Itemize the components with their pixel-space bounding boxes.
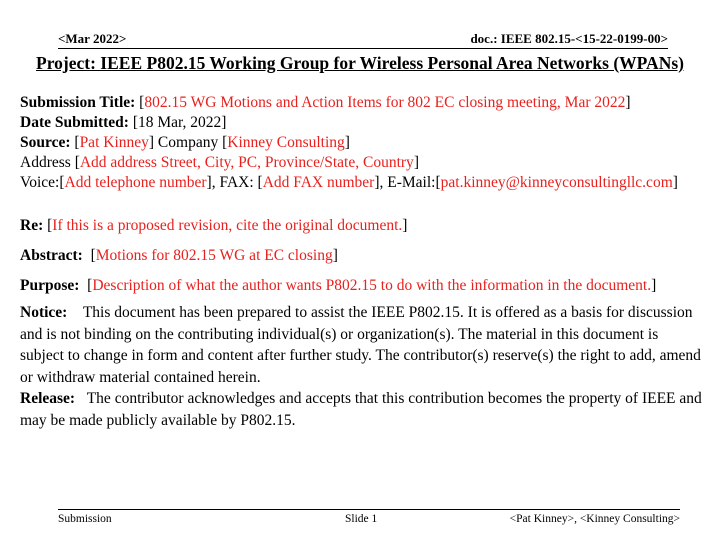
company-value: Kinney Consulting xyxy=(227,134,345,151)
submission-title-label: Submission Title: xyxy=(20,94,136,111)
project-title: Project: IEEE P802.15 Working Group for Wireless Personal Area Networks (WPANs) xyxy=(36,53,684,73)
re-value: If this is a proposed revision, cite the original document. xyxy=(52,217,403,234)
purpose-block: Purpose: [Description of what the author wants P802.15 to do with the information in the document.] xyxy=(20,277,657,294)
purpose-label: Purpose: xyxy=(20,277,80,294)
address-label: Address xyxy=(20,154,71,171)
notice-block xyxy=(20,302,706,431)
abstract-block: Abstract: [Motions for 802.15 WG at EC closing] xyxy=(20,247,338,264)
date-submitted-label: Date Submitted: xyxy=(20,114,129,131)
footer-author: <Pat Kinney>, <Kinney Consulting> xyxy=(509,513,680,525)
abstract-value: Motions for 802.15 WG at EC closing xyxy=(95,247,333,264)
company-label: Company xyxy=(157,134,219,151)
address-value: Add address Street, City, PC, Province/State, Country xyxy=(79,154,414,171)
abstract-label: Abstract: xyxy=(20,247,83,264)
voice-label: Voice: xyxy=(20,174,60,191)
header-doc-id: doc.: IEEE 802.15-<15-22-0199-00> xyxy=(470,31,668,46)
purpose-value: Description of what the author wants P802.15 to do with the information in the document. xyxy=(92,277,652,294)
fax-value: Add FAX number xyxy=(262,174,375,191)
notice-text: This document has been prepared to assist the IEEE P802.15. It is offered as a basis for discussion and is not binding on the contributing individual(s) or organization(s). The material in this document is subject to change in form and content after further study. The contributor(s) reserve(s) the right to add, amend or withdraw material contained herein. xyxy=(20,304,701,386)
email-value: pat.kinney@kinneyconsultingllc.com xyxy=(440,174,673,191)
email-label: E-Mail: xyxy=(387,174,436,191)
submission-title-line: Submission Title: [802.15 WG Motions and Action Items for 802 EC closing meeting, Mar 2022] xyxy=(20,94,631,111)
source-label: Source: xyxy=(20,134,71,151)
footer-submission: Submission xyxy=(58,513,112,525)
voice-value: Add telephone number xyxy=(64,174,207,191)
release-label: Release: xyxy=(20,390,76,407)
submission-title-value: 802.15 WG Motions and Action Items for 802 EC closing meeting, Mar 2022 xyxy=(144,94,626,111)
fax-label: FAX: xyxy=(219,174,254,191)
footer-slide-number: Slide 1 xyxy=(345,513,378,525)
address-line: Address [Add address Street, City, PC, Province/State, Country] xyxy=(20,154,419,171)
submission-block xyxy=(20,93,706,193)
header-date: <Mar 2022> xyxy=(58,31,127,46)
release-text: The contributor acknowledges and accepts that this contribution becomes the property of IEEE and may be made publicly available by P802.15. xyxy=(20,390,702,429)
re-block: Re: [If this is a proposed revision, cite the original document.] xyxy=(20,217,408,234)
footer-divider xyxy=(58,509,680,510)
source-line: Source: [Pat Kinney] Company [Kinney Consulting] xyxy=(20,134,350,151)
contact-line: Voice:[Add telephone number], FAX: [Add FAX number], E-Mail:[pat.kinney@kinneyconsultingllc.com] xyxy=(20,174,678,191)
source-name: Pat Kinney xyxy=(79,134,149,151)
date-submitted-value: [18 Mar, 2022] xyxy=(132,114,227,131)
re-label: Re: xyxy=(20,217,44,234)
header-divider xyxy=(58,48,668,49)
notice-label: Notice: xyxy=(20,304,68,321)
date-submitted-line xyxy=(20,113,706,133)
